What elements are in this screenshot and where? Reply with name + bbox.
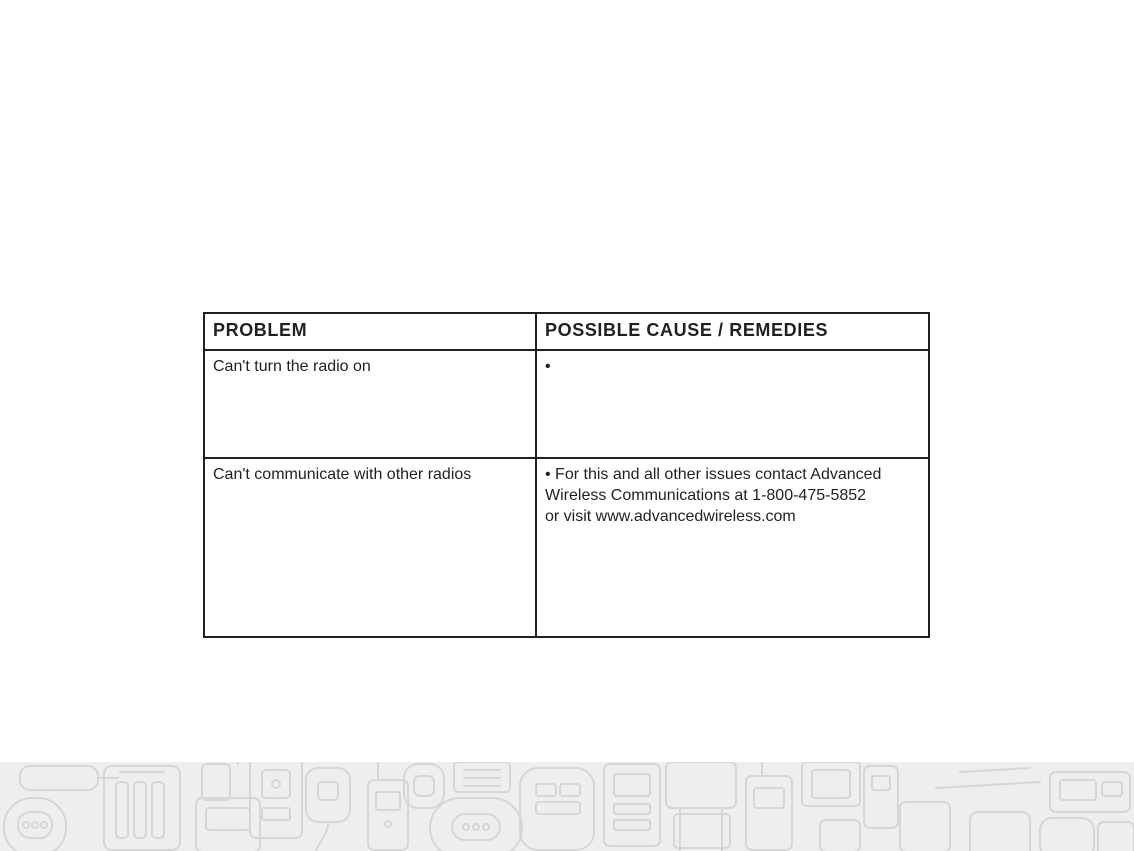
remedy-cell <box>536 350 928 458</box>
troubleshooting-table-frame <box>203 312 930 638</box>
radio-equipment-pattern-icon <box>0 762 1134 851</box>
remedy-line: • For this and all other issues contact Advanced <box>545 466 882 483</box>
header-problem: PROBLEM <box>213 320 308 340</box>
remedy-line: or visit www.advancedwireless.com <box>545 508 796 525</box>
problem-cell: Can't turn the radio on <box>213 358 371 375</box>
remedy-cell <box>536 458 928 636</box>
header-possible-cause-remedies: POSSIBLE CAUSE / REMEDIES <box>536 314 928 350</box>
table-header-row <box>205 314 928 350</box>
remedy-line: Wireless Communications at 1-800-475-5852 <box>545 487 867 504</box>
footer-pattern-band <box>0 762 1134 851</box>
table-row <box>205 350 928 458</box>
troubleshooting-table <box>205 314 928 636</box>
table-row <box>205 458 928 636</box>
remedy-line: • <box>545 358 551 375</box>
problem-cell: Can't communicate with other radios <box>213 466 472 483</box>
